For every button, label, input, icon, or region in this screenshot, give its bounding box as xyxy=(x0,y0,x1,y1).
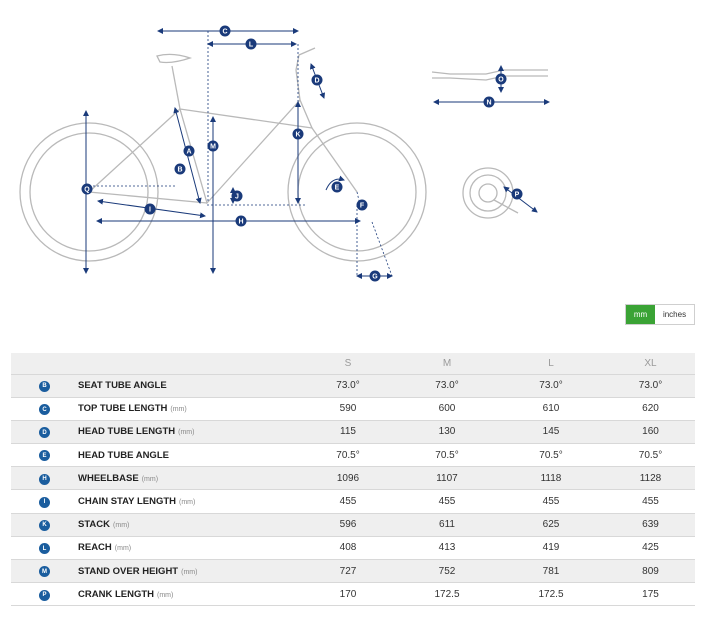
size-value-cell: 413 xyxy=(398,536,496,559)
svg-text:A: A xyxy=(186,148,192,156)
measurement-unit: (mm) xyxy=(157,591,174,599)
row-badge-cell xyxy=(11,397,78,420)
badge-k xyxy=(293,129,304,140)
size-value-cell: 70.5° xyxy=(398,444,496,467)
size-value-cell: 160 xyxy=(606,420,695,443)
size-value-cell: 408 xyxy=(298,536,398,559)
measurement-badge: E xyxy=(39,450,50,461)
measurement-unit: (mm) xyxy=(178,429,195,437)
badge-o xyxy=(496,74,507,85)
measurement-label: TOP TUBE LENGTH xyxy=(78,403,168,415)
table-row xyxy=(11,536,695,559)
size-value-cell: 455 xyxy=(398,490,496,513)
measurement-badge: M xyxy=(39,566,50,577)
measurement-label: HEAD TUBE LENGTH xyxy=(78,426,176,438)
row-label-cell xyxy=(78,420,298,443)
size-value-cell: 455 xyxy=(496,490,606,513)
measurement-badge: B xyxy=(39,381,50,392)
size-header-m: M xyxy=(398,353,496,374)
size-value-cell: 620 xyxy=(606,397,695,420)
size-value-cell: 600 xyxy=(398,397,496,420)
badge-l xyxy=(246,39,257,50)
measurement-label: STACK xyxy=(78,519,111,531)
svg-text:C: C xyxy=(222,28,228,36)
table-row xyxy=(11,513,695,536)
row-label-cell xyxy=(78,467,298,490)
size-value-cell: 610 xyxy=(496,397,606,420)
size-value-cell: 172.5 xyxy=(496,583,606,606)
svg-text:P: P xyxy=(514,191,520,199)
size-value-cell: 419 xyxy=(496,536,606,559)
size-value-cell: 455 xyxy=(298,490,398,513)
size-value-cell: 1128 xyxy=(606,467,695,490)
measurement-unit: (mm) xyxy=(179,499,196,507)
size-value-cell: 809 xyxy=(606,560,695,583)
svg-text:D: D xyxy=(314,77,320,85)
size-value-cell: 596 xyxy=(298,513,398,536)
table-row xyxy=(11,397,695,420)
badge-e xyxy=(332,182,343,193)
svg-text:L: L xyxy=(248,41,254,49)
badge-p xyxy=(512,189,523,200)
table-row xyxy=(11,444,695,467)
badge-j xyxy=(232,191,243,202)
svg-text:H: H xyxy=(238,218,244,226)
size-value-cell: 752 xyxy=(398,560,496,583)
measurement-unit: (mm) xyxy=(113,522,130,530)
row-badge-cell xyxy=(11,583,78,606)
svg-text:O: O xyxy=(498,76,504,84)
measurement-unit: (mm) xyxy=(181,568,198,576)
measurement-label: REACH xyxy=(78,542,112,554)
measurement-badge: P xyxy=(39,590,50,601)
header-badge-column xyxy=(11,353,78,374)
table-row xyxy=(11,583,695,606)
size-value-cell: 781 xyxy=(496,560,606,583)
badge-g xyxy=(370,271,381,282)
size-value-cell: 727 xyxy=(298,560,398,583)
measurement-badge: I xyxy=(39,497,50,508)
row-badge-cell xyxy=(11,467,78,490)
row-badge-cell xyxy=(11,374,78,397)
table-body xyxy=(11,374,695,606)
size-header-s: S xyxy=(298,353,398,374)
row-label-cell xyxy=(78,513,298,536)
unit-toggle xyxy=(625,304,695,325)
measurement-label: SEAT TUBE ANGLE xyxy=(78,380,167,392)
size-value-cell: 455 xyxy=(606,490,695,513)
measurement-label: CHAIN STAY LENGTH xyxy=(78,496,177,508)
bike-outline xyxy=(20,48,548,261)
row-badge-cell xyxy=(11,560,78,583)
size-header-l: L xyxy=(496,353,606,374)
svg-text:N: N xyxy=(486,99,492,107)
svg-text:Q: Q xyxy=(84,186,90,194)
svg-text:G: G xyxy=(372,273,378,281)
size-value-cell: 145 xyxy=(496,420,606,443)
badge-n xyxy=(484,97,495,108)
table-header-row xyxy=(11,353,695,374)
badge-d xyxy=(312,75,323,86)
svg-text:E: E xyxy=(334,184,340,192)
size-header-xl: XL xyxy=(606,353,695,374)
row-badge-cell xyxy=(11,536,78,559)
size-value-cell: 130 xyxy=(398,420,496,443)
measurement-badge: D xyxy=(39,427,50,438)
measurement-badge: C xyxy=(39,404,50,415)
size-value-cell: 175 xyxy=(606,583,695,606)
table-row xyxy=(11,374,695,397)
measurement-badge: H xyxy=(39,474,50,485)
size-value-cell: 425 xyxy=(606,536,695,559)
size-value-cell: 70.5° xyxy=(298,444,398,467)
badge-b xyxy=(175,164,186,175)
size-value-cell: 73.0° xyxy=(398,374,496,397)
badge-f xyxy=(357,200,368,211)
badge-h xyxy=(236,216,247,227)
header-label-column xyxy=(78,353,298,374)
row-badge-cell xyxy=(11,420,78,443)
measurement-badge: K xyxy=(39,520,50,531)
inches-unit-button[interactable]: inches xyxy=(655,305,694,324)
row-label-cell xyxy=(78,490,298,513)
geometry-table xyxy=(11,353,695,606)
svg-text:F: F xyxy=(359,202,365,210)
size-value-cell: 70.5° xyxy=(606,444,695,467)
measurement-unit: (mm) xyxy=(170,406,187,414)
svg-text:J: J xyxy=(235,193,239,201)
size-value-cell: 73.0° xyxy=(606,374,695,397)
table-row xyxy=(11,420,695,443)
size-value-cell: 70.5° xyxy=(496,444,606,467)
size-value-cell: 73.0° xyxy=(496,374,606,397)
row-label-cell xyxy=(78,583,298,606)
mm-unit-button[interactable]: mm xyxy=(626,305,655,324)
badge-m xyxy=(208,141,219,152)
size-value-cell: 172.5 xyxy=(398,583,496,606)
row-label-cell xyxy=(78,374,298,397)
table-row xyxy=(11,560,695,583)
size-value-cell: 639 xyxy=(606,513,695,536)
table-row xyxy=(11,490,695,513)
size-value-cell: 590 xyxy=(298,397,398,420)
table-row xyxy=(11,467,695,490)
size-value-cell: 611 xyxy=(398,513,496,536)
size-value-cell: 1096 xyxy=(298,467,398,490)
row-label-cell xyxy=(78,536,298,559)
bike-geometry-diagram xyxy=(0,0,715,300)
badge-c xyxy=(220,26,231,37)
measurement-lines xyxy=(86,28,549,276)
measurement-label: HEAD TUBE ANGLE xyxy=(78,449,169,461)
size-value-cell: 115 xyxy=(298,420,398,443)
svg-text:I: I xyxy=(149,206,151,214)
size-value-cell: 73.0° xyxy=(298,374,398,397)
row-badge-cell xyxy=(11,513,78,536)
svg-text:M: M xyxy=(210,143,216,151)
measurement-label: WHEELBASE xyxy=(78,472,139,484)
size-value-cell: 1118 xyxy=(496,467,606,490)
badge-a xyxy=(184,146,195,157)
size-value-cell: 170 xyxy=(298,583,398,606)
row-label-cell xyxy=(78,560,298,583)
row-label-cell xyxy=(78,444,298,467)
row-badge-cell xyxy=(11,490,78,513)
row-label-cell xyxy=(78,397,298,420)
badge-i xyxy=(145,204,156,215)
badge-q xyxy=(82,184,93,195)
size-value-cell: 625 xyxy=(496,513,606,536)
size-value-cell: 1107 xyxy=(398,467,496,490)
measurement-unit: (mm) xyxy=(114,545,132,553)
measurement-label: CRANK LENGTH xyxy=(78,588,154,600)
row-badge-cell xyxy=(11,444,78,467)
measurement-label: STAND OVER HEIGHT xyxy=(78,565,179,577)
svg-text:K: K xyxy=(295,131,301,139)
svg-text:B: B xyxy=(177,166,183,174)
measurement-unit: (mm) xyxy=(141,475,159,483)
measurement-badge: L xyxy=(39,543,50,554)
